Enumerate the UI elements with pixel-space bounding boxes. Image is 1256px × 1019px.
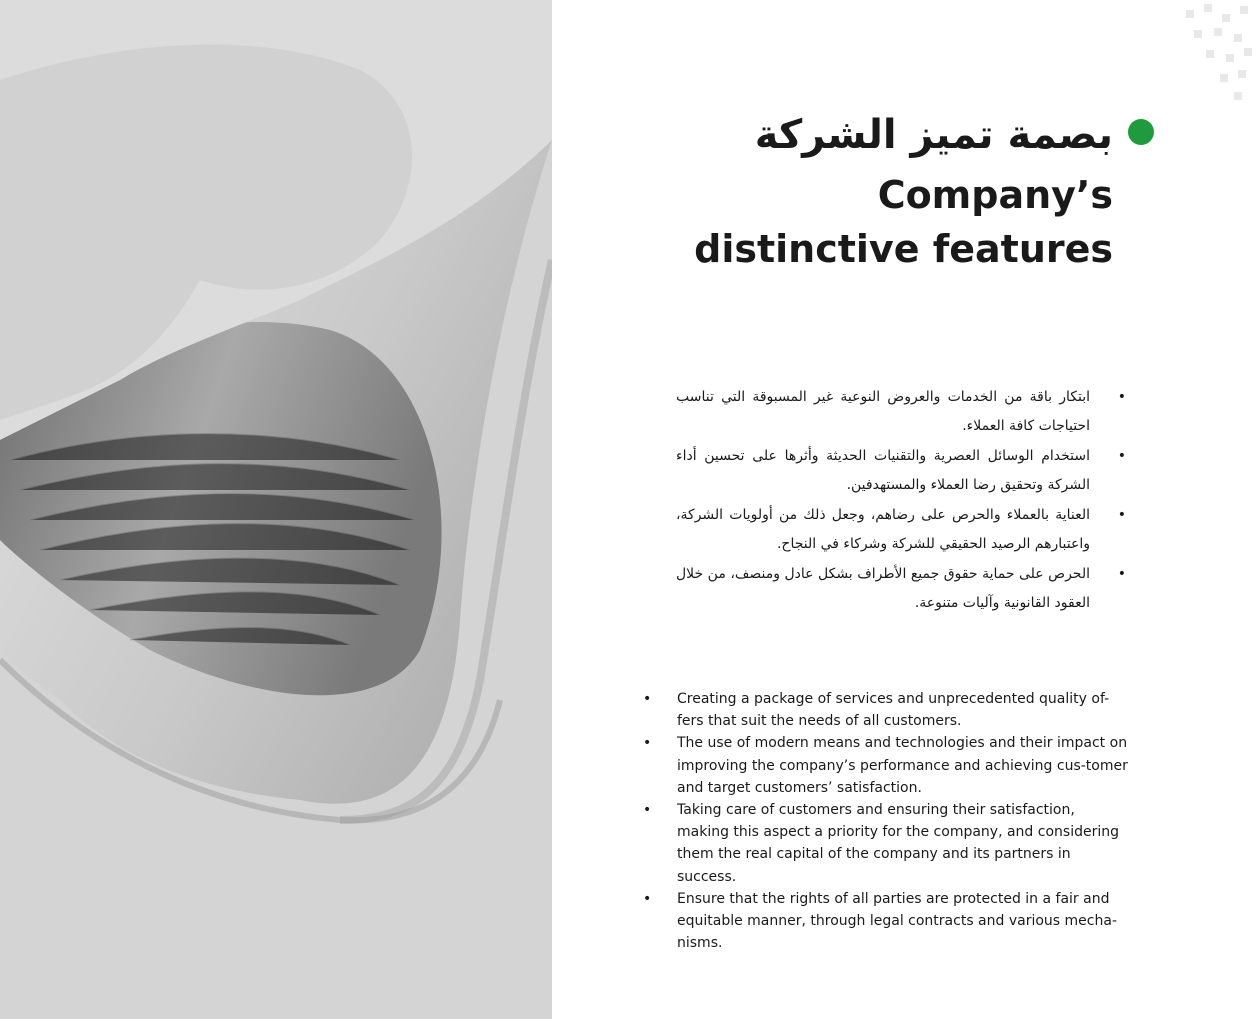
page-title-english-line1: Company’s — [877, 173, 1113, 217]
list-item: • The use of modern means and technologies and their impact on improving the company’s performance and achieving cus-tomer and target customers’ satisfaction. — [640, 732, 1128, 799]
hand-photo — [0, 0, 552, 1019]
page-title-arabic: بصمة تميز الشركة — [754, 112, 1113, 158]
list-item: • ابتكار باقة من الخدمات والعروض النوعية غير المسبوقة التي تناسب احتياجات كافة العملاء. — [676, 383, 1126, 440]
english-feature-list — [640, 688, 1128, 954]
page-title-english-line2: distinctive features — [694, 227, 1113, 271]
page-title-english — [694, 168, 1113, 276]
list-item: • Taking care of customers and ensuring their satisfaction, making this aspect a priority for the company, and considering them the real capital of the company and its partners in success. — [640, 799, 1128, 888]
list-item: • Ensure that the rights of all parties are protected in a fair and equitable manner, through legal contracts and various mecha-nisms. — [640, 888, 1128, 955]
arabic-feature-list — [676, 383, 1126, 619]
list-item: • Creating a package of services and unprecedented quality of-fers that suit the needs of all customers. — [640, 688, 1128, 732]
decorative-dot-pattern — [1176, 0, 1256, 110]
list-item: • استخدام الوسائل العصرية والتقنيات الحديثة وأثرها على تحسين أداء الشركة وتحقيق رضا العملاء والمستهدفين. — [676, 442, 1126, 499]
hand-photo-illustration — [0, 0, 552, 1019]
accent-dot-icon — [1128, 119, 1154, 145]
list-item: • الحرص على حماية حقوق جميع الأطراف بشكل عادل ومنصف، من خلال العقود القانونية وآليات متنوعة. — [676, 560, 1126, 617]
list-item: • العناية بالعملاء والحرص على رضاهم، وجعل ذلك من أولويات الشركة، واعتبارهم الرصيد الحقيقي للشركة وشركاء في النجاح. — [676, 501, 1126, 558]
